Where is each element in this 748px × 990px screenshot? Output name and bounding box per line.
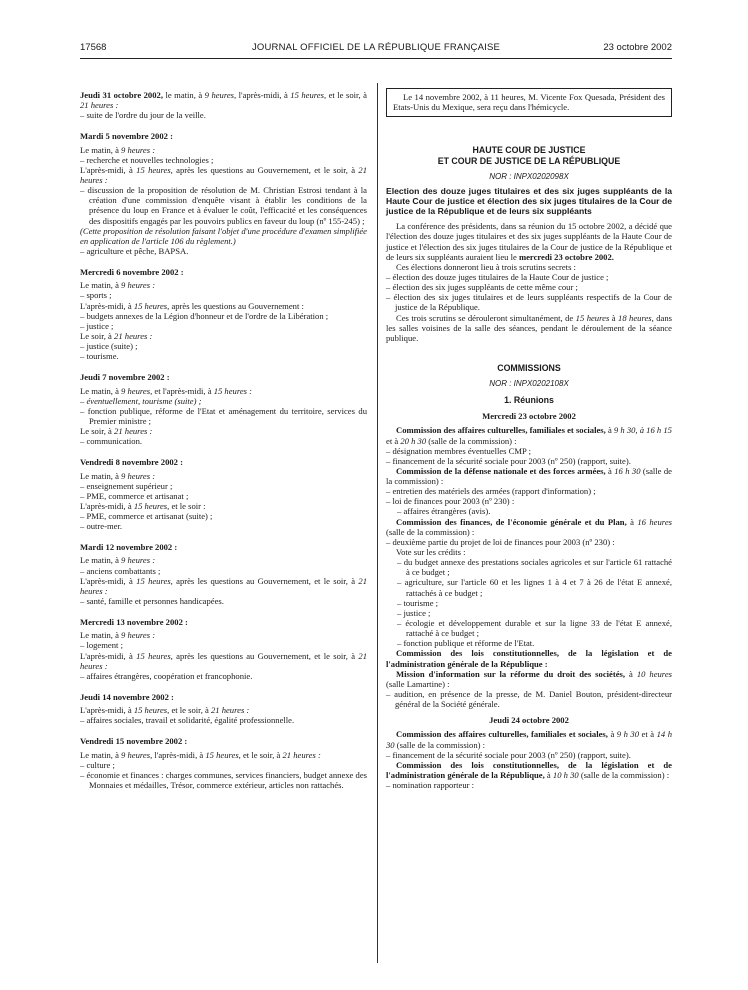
session-time: Le matin, à 9 heures : [80, 630, 156, 641]
list-item: – culture ; [80, 759, 115, 770]
list-item: – communication. [80, 436, 143, 447]
page-header [80, 42, 672, 56]
commission-entry: Commission des lois constitutionnelles, de la législation et de l'administration générale de la République, à 10 h 30 (salle de la commission) : [386, 759, 672, 780]
list-item: – recherche et nouvelles technologies ; [80, 154, 214, 165]
list-item: – élection des six juges titulaires et de leurs suppléants respectifs de la Cour de justice de la République. [386, 292, 672, 313]
header-rule [80, 58, 672, 59]
vote-label: Vote sur les crédits : [396, 547, 466, 558]
paragraph: Ces élections donneront lieu à trois scrutins secrets : [396, 261, 576, 272]
session-time: Le matin, à 9 heures, l'après-midi, à 15 heures, et le soir, à 21 heures : [80, 749, 321, 760]
session-time: L'après-midi, à 15 heures, après les questions au Gouvernement, et le soir, à 21 heures : [80, 164, 367, 185]
right-column [386, 88, 672, 790]
day-heading: Vendredi 15 novembre 2002 : [80, 736, 188, 747]
list-item: – outre-mer. [80, 521, 122, 532]
list-item: – écologie et développement durable et sur la ligne 33 de l'état E annexé, rattaché à ce budget ; [397, 618, 672, 639]
list-item: – affaires sociales, travail et solidarité, égalité professionnelle. [80, 715, 295, 726]
list-item: – nomination rapporteur : [386, 780, 475, 791]
commission-entry: Commission des affaires culturelles, familiales et sociales, à 9 h 30 et à 14 h 30 (salle de la commission) : [386, 729, 672, 750]
commission-entry: Mission d'information sur la réforme du droit des sociétés, à 10 heures (salle Lamartine) : [386, 668, 672, 689]
list-item: – tourisme. [80, 351, 119, 362]
page-number: 17568 [80, 42, 107, 53]
list-item: – financement de la sécurité sociale pour 2003 (nº 250) (rapport, suite). [386, 749, 631, 760]
nor-reference: NOR : INPX0202098X [489, 172, 569, 182]
election-heading: Election des douze juges titulaires et des six juges suppléants de la Haute Cour de justice et élection des six juges titulaires de la Cour de justice de la République et de leurs six suppléants [386, 186, 672, 216]
session-time: Le soir, à 21 heures : [80, 330, 153, 341]
session-time: L'après-midi, à 15 heures, et le soir : [80, 500, 206, 511]
list-item: – anciens combattants ; [80, 565, 161, 576]
session-time: L'après-midi, à 15 heures, après les questions au Gouvernement : [80, 300, 304, 311]
list-item: – désignation membres éventuelles CMP ; [386, 445, 532, 456]
day-heading: Mardi 5 novembre 2002 : [80, 131, 173, 142]
list-item: – PME, commerce et artisanat (suite) ; [80, 511, 213, 522]
left-column [80, 90, 367, 790]
list-item: – PME, commerce et artisanat ; [80, 490, 189, 501]
day-heading: Vendredi 8 novembre 2002 : [80, 457, 183, 468]
list-item: – discussion de la proposition de résolution de M. Christian Estrosi tendant à la création d'une commission d'enquête visant à établir les conditions de la présence du loup en France et à évaluer le coût, l'efficacité et les conséquences des dispositifs engagés par les pouvoirs publics en faveur du loup (nº 155-245) ; [80, 185, 367, 226]
session-time: Le matin, à 9 heures : [80, 470, 156, 481]
list-item: – tourisme ; [397, 597, 439, 608]
paragraph: La conférence des présidents, dans sa réunion du 15 octobre 2002, a décidé que l'élection des douze juges titulaires et des six juges suppléants de la Haute Cour de justice et l'élection des six juges titulaires de la Cour de justice de la République et de leurs six suppléants auraient lieu le mercredi 23 octobre 2002. [386, 221, 672, 262]
day-heading: Jeudi 14 novembre 2002 : [80, 692, 174, 703]
list-item: – fonction publique et réforme de l'Etat. [397, 638, 535, 649]
day-heading: Jeudi 7 novembre 2002 : [80, 372, 170, 383]
list-item: – éventuellement, tourisme (suite) ; [80, 395, 202, 406]
issue-date: 23 octobre 2002 [603, 42, 672, 53]
list-item: – justice (suite) ; [80, 341, 138, 352]
list-item: – budgets annexes de la Légion d'honneur et de l'ordre de la Libération ; [80, 310, 329, 321]
list-item: – affaires étrangères, coopération et francophonie. [80, 670, 253, 681]
list-item: – élection des douze juges titulaires de la Haute Cour de justice ; [386, 272, 609, 283]
column-divider [377, 83, 378, 963]
session-time: L'après-midi, à 15 heures, après les questions au Gouvernement, et le soir, à 21 heures : [80, 650, 367, 671]
session-time: Le matin, à 9 heures : [80, 555, 156, 566]
commission-entry: Commission des affaires culturelles, familiales et sociales, à 9 h 30, à 16 h 15 et à 20 h 30 (salle de la commission) : [386, 425, 672, 446]
list-item: – enseignement supérieur ; [80, 480, 173, 491]
list-item: – élection des six juges suppléants de cette même cour ; [386, 282, 578, 293]
notice-box [386, 88, 672, 117]
list-item: – entretien des matériels des armées (rapport d'information) ; [386, 486, 596, 497]
session-time: Le matin, à 9 heures : [80, 280, 156, 291]
commission-entry: Commission des finances, de l'économie générale et du Plan, à 16 heures (salle de la commission) : [386, 516, 672, 537]
list-item: – économie et finances : charges communes, services financiers, budget annexe des Monnaies et médailles, Trésor, commerce extérieur, articles non rattachés. [80, 769, 367, 791]
procedure-note: (Cette proposition de résolution faisant l'objet d'une procédure d'examen simplifiée en application de l'article 106 du règlement.) [80, 225, 367, 246]
list-item: – justice ; [397, 607, 431, 618]
list-item: – santé, famille et personnes handicapées. [80, 596, 224, 607]
notice-text: Le 14 novembre 2002, à 11 heures, M. Vicente Fox Quesada, Président des Etats-Unis du Mexique, sera reçu dans l'hémicycle. [393, 92, 665, 113]
list-item: – affaires étrangères (avis). [397, 506, 491, 517]
session-time: Le matin, à 9 heures : [80, 144, 156, 155]
list-item: – logement ; [80, 640, 123, 651]
list-item: – audition, en présence de la presse, de M. Daniel Bouton, président-directeur général de la Société générale. [386, 689, 672, 710]
day-heading: Mercredi 23 octobre 2002 [482, 411, 576, 422]
list-item: – agriculture et pêche, BAPSA. [80, 245, 189, 256]
list-item: – suite de l'ordre du jour de la veille. [80, 110, 206, 121]
day-heading: Jeudi 24 octobre 2002 [489, 715, 569, 726]
list-item: – agriculture, sur l'article 60 et les lignes 1 à 4 et 7 à 26 de l'état E annexé, rattachés à ce budget ; [397, 577, 672, 598]
subsection-title: 1. Réunions [504, 394, 554, 405]
day-heading: Mardi 12 novembre 2002 : [80, 542, 178, 553]
section-title: COMMISSIONS [497, 363, 561, 374]
session-time: L'après-midi, à 15 heures, et le soir, à 21 heures : [80, 705, 250, 716]
paragraph: Ces trois scrutins se dérouleront simultanément, de 15 heures à 18 heures, dans les salles voisines de la salle des séances, pendant le déroulement de la séance publique. [386, 312, 672, 343]
list-item: – deuxième partie du projet de loi de finances pour 2003 (nº 230) : [386, 536, 615, 547]
section-title: ET COUR DE JUSTICE DE LA RÉPUBLIQUE [437, 155, 621, 166]
journal-title: JOURNAL OFFICIEL DE LA RÉPUBLIQUE FRANÇAISE [251, 42, 501, 53]
list-item: – fonction publique, réforme de l'Etat et aménagement du territoire, services du Premier ministre ; [80, 405, 367, 426]
commission-entry: Commission de la défense nationale et des forces armées, à 16 h 30 (salle de la commission) : [386, 465, 672, 487]
day-heading: Mercredi 6 novembre 2002 : [80, 267, 184, 278]
session-time: Le matin, à 9 heures, et l'après-midi, à 15 heures : [80, 385, 253, 396]
nor-reference: NOR : INPX0202108X [489, 379, 569, 389]
list-item: – sports ; [80, 290, 112, 301]
session-time: L'après-midi, à 15 heures, après les questions au Gouvernement, et le soir, à 21 heures : [80, 575, 367, 596]
commission-entry: Commission des lois constitutionnelles, de la législation et de l'administration générale de la République : [386, 648, 672, 669]
section-title: HAUTE COUR DE JUSTICE [472, 145, 586, 156]
session-time: Le soir, à 21 heures : [80, 426, 153, 437]
list-item: – justice ; [80, 320, 114, 331]
list-item: – financement de la sécurité sociale pour 2003 (nº 250) (rapport, suite). [386, 455, 631, 466]
list-item: – du budget annexe des prestations sociales agricoles et sur l'article 61 rattaché à ce budget ; [397, 557, 672, 578]
day-heading: Mercredi 13 novembre 2002 : [80, 617, 188, 628]
list-item: – loi de finances pour 2003 (nº 230) : [386, 496, 515, 507]
jeudi31-intro: Jeudi 31 octobre 2002, le matin, à 9 heures, l'après-midi, à 15 heures, et le soir, à 21 heures : [80, 90, 367, 111]
